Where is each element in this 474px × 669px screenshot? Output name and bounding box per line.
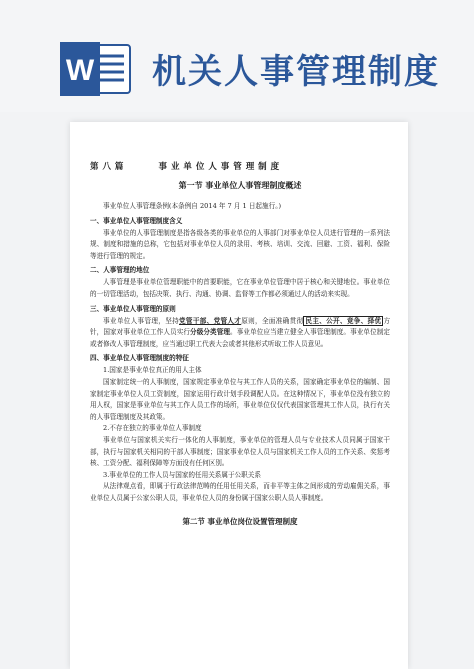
p3-highlight-party: 党管干部、党管人才	[179, 316, 242, 325]
section-1-title: 第一节 事业单位人事管理制度概述	[178, 180, 302, 190]
intro-line: 事业单位人事管理条例(本条例自 2014 年 7 月 1 日起施行。)	[103, 202, 282, 210]
paragraph-5: 事业单位与国家机关实行一体化的人事制度，事业单位的管理人员与专业技术人员同属于国家干部，执行与国家机关相同的干部人事制度；国家事业单位人员与国家机关工作人员的工作关系、奖惩考核、工资分配、福利保障等方面没有任何区别。	[90, 435, 390, 468]
heading-4: 四、事业单位人事管理制度的特征	[90, 354, 189, 363]
banner-title: 机关人事管理制度	[152, 52, 440, 92]
heading-3: 三、事业单位人事管理的原则	[90, 304, 176, 313]
heading-2: 二、人事管理的地位	[90, 266, 150, 275]
p3-part-e: 方针，国家对事业单位工作人员实行	[90, 316, 391, 337]
subheading-4-1: 1.国家是事业单位真正的用人主体	[103, 366, 202, 375]
paragraph-6: 从法律观点看，即属于行政法律范畴的任用任用关系，而非平等主体之间形成的劳动雇佣关系，事业单位人员属于公家公职人员，事业单位人员的身份属于国家公职人员人事制度。	[90, 482, 390, 502]
paragraph-4: 国家制定统一的人事制度，国家规定事业单位与其工作人员的关系，国家确定事业单位的编制、国家制定事业单位人员工资制度，国家运用行政计划手段调配人员。在这种情况下，事业单位没有独立的用人权，国家是事业单位与其工作人员工作的场所，事业单位仅仅代表国家管理其工作人员，执行有关的人事管理制度及其政策。	[90, 377, 390, 421]
subheading-4-2: 2.不存在独立的事业单位人事制度	[103, 424, 202, 433]
word-logo-letter: W	[65, 54, 95, 87]
p3-boxed-policy: 民主、公开、竞争、择优	[305, 316, 382, 325]
p3-highlight-management: 分级分类管理	[190, 328, 231, 337]
document-body	[90, 160, 390, 527]
heading-1: 一、事业单位人事管理制度含义	[90, 216, 183, 225]
paragraph-3	[90, 316, 390, 351]
paragraph-2: 人事管理是事业单位管理职能中的首要职能，它在事业单位管理中居于核心和关键地位。事业单位的一切管理活动，包括决策、执行、沟通、协调、监督等工作都必须通过人的活动来实现。	[90, 278, 390, 298]
paragraph-1: 事业单位的人事管理制度是指各级各类的事业单位的人事部门对事业单位人员进行管理的一系列法规、制度和措施的总称，它包括对事业单位人员的录用、考核、培训、交流、回避、工资、福利、保险等进行管理的规定。	[90, 228, 390, 260]
p3-part-a: 事业单位人事管理，坚持	[103, 316, 180, 325]
section-2-title: 第二节 事业单位岗位设置管理制度	[182, 517, 298, 527]
p3-part-g: 。事业单位应当建立健全人事管理制度。事业单位制定或者修改人事管理制度，应当通过职工代表大会或者其他形式听取工作人员意见。	[90, 328, 391, 348]
banner	[0, 0, 474, 112]
p3-part-c: 原则，全面准确贯彻	[241, 316, 304, 325]
chapter-title: 第 八 篇 事 业 单 位 人 事 管 理 制 度	[90, 162, 280, 172]
word-document-icon	[60, 42, 132, 96]
subheading-4-3: 3.事业单位的工作人员与国家的任用关系属于公职关系	[103, 470, 261, 479]
document-page	[70, 122, 408, 669]
